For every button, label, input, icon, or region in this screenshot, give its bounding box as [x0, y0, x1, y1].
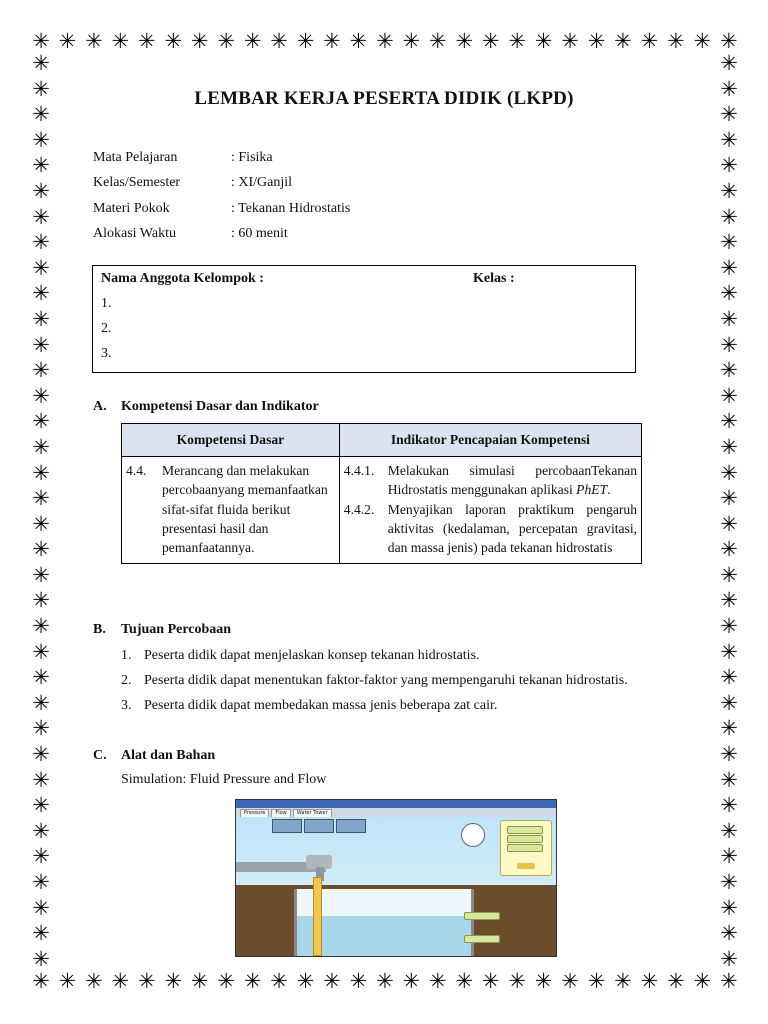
- option-checkbox: [507, 844, 543, 852]
- ornament-icon: ✳: [720, 358, 738, 383]
- ornament-icon: ✳: [720, 332, 738, 357]
- scene-thumbnail: [336, 819, 366, 833]
- meta-info: [93, 145, 350, 247]
- ornament-icon: ✳: [720, 767, 738, 792]
- ornament-icon: ✳: [614, 970, 632, 992]
- member-line[interactable]: 3.: [101, 346, 112, 361]
- indicator-text-main: Melakukan simulasi percobaanTekanan Hidrostatis menggunakan aplikasi: [387, 463, 637, 498]
- ornament-icon: ✳: [376, 970, 394, 992]
- ornament-icon: ✳: [719, 970, 738, 992]
- ornament-icon: ✳: [32, 434, 50, 459]
- ornament-icon: ✳: [508, 30, 526, 52]
- sim-tab-flow: Flow: [271, 809, 290, 817]
- list-item: [121, 648, 480, 664]
- list-number: 1.: [121, 648, 132, 663]
- option-checkbox: [507, 826, 543, 834]
- kd-text: Merancang dan melakukan percobaanyang memanfaatkan sifat-sifat fluida berikut presentasi hasil dan pemanfaatannya.: [162, 463, 328, 556]
- ruler-icon: [313, 877, 322, 956]
- option-checkbox: [507, 835, 543, 843]
- ornament-icon: ✳: [32, 178, 50, 203]
- ornament-icon: ✳: [270, 970, 288, 992]
- ornament-icon: ✳: [58, 970, 77, 992]
- ornament-icon: ✳: [614, 30, 632, 52]
- ornament-icon: ✳: [640, 30, 659, 52]
- ornament-icon: ✳: [323, 30, 341, 52]
- table-header: Indikator Pencapaian Kompetensi: [339, 424, 641, 457]
- list-number: 3.: [121, 698, 132, 713]
- ornament-icon: ✳: [190, 970, 209, 992]
- ornament-icon: ✳: [720, 178, 738, 203]
- border-right: [718, 52, 740, 970]
- ornament-icon: ✳: [32, 383, 50, 408]
- simulation-caption: Simulation: Fluid Pressure and Flow: [121, 772, 327, 787]
- section-letter: C.: [93, 748, 107, 763]
- ornament-icon: ✳: [720, 409, 738, 434]
- ornament-icon: ✳: [32, 716, 50, 741]
- ornament-icon: ✳: [720, 434, 738, 459]
- ornament-icon: ✳: [111, 970, 130, 992]
- ornament-icon: ✳: [32, 742, 50, 767]
- meta-label: Alokasi Waktu: [93, 226, 176, 242]
- class-label: Kelas :: [473, 271, 515, 286]
- ornament-icon: ✳: [32, 767, 50, 792]
- list-number: 2.: [121, 673, 132, 688]
- section-a-heading: [93, 399, 319, 415]
- meta-value: : Tekanan Hidrostatis: [231, 200, 351, 216]
- ornament-icon: ✳: [32, 614, 50, 639]
- ornament-icon: ✳: [693, 30, 712, 52]
- ornament-icon: ✳: [587, 30, 606, 52]
- ornament-icon: ✳: [720, 562, 738, 587]
- section-title: Kompetensi Dasar dan Indikator: [121, 399, 319, 414]
- ornament-icon: ✳: [32, 358, 50, 383]
- ornament-icon: ✳: [720, 793, 738, 818]
- ornament-icon: ✳: [349, 970, 368, 992]
- ornament-icon: ✳: [640, 970, 659, 992]
- ornament-icon: ✳: [32, 76, 50, 101]
- ornament-icon: ✳: [720, 895, 738, 920]
- group-heading: Nama Anggota Kelompok :: [101, 271, 264, 286]
- meta-row: [93, 145, 350, 171]
- ornament-icon: ✳: [720, 486, 738, 511]
- ornament-icon: ✳: [720, 153, 738, 178]
- section-letter: B.: [93, 622, 106, 637]
- ornament-icon: ✳: [32, 921, 50, 946]
- list-item: [121, 673, 628, 689]
- meta-label: Materi Pokok: [93, 200, 170, 216]
- ornament-icon: ✳: [243, 970, 262, 992]
- reset-button: [517, 863, 535, 869]
- ornament-icon: ✳: [296, 970, 315, 992]
- ornament-icon: ✳: [270, 30, 288, 52]
- meta-value: : XI/Ganjil: [231, 175, 293, 191]
- indicator-number: 4.4.1.: [343, 463, 375, 478]
- list-text: Peserta didik dapat menentukan faktor-faktor yang mempengaruhi tekanan hidrostatis.: [144, 673, 628, 688]
- ornament-icon: ✳: [402, 970, 421, 992]
- ornament-icon: ✳: [508, 970, 526, 992]
- ornament-icon: ✳: [32, 818, 50, 843]
- section-title: Tujuan Percobaan: [121, 622, 232, 637]
- ornament-icon: ✳: [32, 588, 50, 613]
- sim-tabbar: [236, 808, 556, 817]
- ornament-icon: ✳: [32, 537, 50, 562]
- list-item: [121, 698, 497, 714]
- scene-thumbnail: [304, 819, 334, 833]
- ornament-icon: ✳: [455, 30, 474, 52]
- ornament-icon: ✳: [32, 665, 50, 690]
- ornament-icon: ✳: [428, 30, 447, 52]
- ornament-icon: ✳: [32, 562, 50, 587]
- ornament-icon: ✳: [32, 460, 50, 485]
- member-line[interactable]: 1.: [101, 296, 112, 311]
- ornament-icon: ✳: [376, 30, 394, 52]
- ornament-icon: ✳: [32, 895, 50, 920]
- ornament-icon: ✳: [587, 970, 606, 992]
- indicator-text-end: .: [607, 482, 611, 498]
- ornament-icon: ✳: [481, 970, 500, 992]
- ornament-icon: ✳: [667, 970, 685, 992]
- table-cell: [122, 457, 340, 564]
- ornament-icon: ✳: [402, 30, 421, 52]
- ornament-icon: ✳: [720, 690, 738, 715]
- ornament-icon: ✳: [534, 970, 553, 992]
- ornament-icon: ✳: [217, 970, 235, 992]
- ornament-icon: ✳: [32, 281, 50, 306]
- ornament-icon: ✳: [481, 30, 500, 52]
- indicator-text: [388, 461, 637, 500]
- ornament-icon: ✳: [32, 409, 50, 434]
- ornament-icon: ✳: [32, 511, 50, 536]
- ornament-icon: ✳: [58, 30, 77, 52]
- control-panel: [500, 820, 552, 876]
- indicator-number: 4.4.2.: [343, 501, 375, 517]
- sim-titlebar: [236, 800, 556, 808]
- ornament-icon: ✳: [32, 486, 50, 511]
- ornament-icon: ✳: [693, 970, 712, 992]
- ornament-icon: ✳: [32, 30, 50, 52]
- ornament-icon: ✳: [32, 946, 50, 970]
- ornament-icon: ✳: [720, 76, 738, 101]
- border-bottom: [30, 970, 740, 992]
- ornament-icon: ✳: [32, 52, 50, 75]
- ornament-icon: ✳: [32, 153, 50, 178]
- list-text: Peserta didik dapat menjelaskan konsep tekanan hidrostatis.: [144, 648, 480, 663]
- ornament-icon: ✳: [138, 970, 156, 992]
- table-row: [122, 457, 642, 564]
- ornament-icon: ✳: [534, 30, 553, 52]
- section-b-heading: [93, 622, 231, 638]
- ornament-icon: ✳: [720, 818, 738, 843]
- ornament-icon: ✳: [720, 614, 738, 639]
- ornament-icon: ✳: [32, 306, 50, 331]
- ornament-icon: ✳: [164, 970, 183, 992]
- indicator-item: [344, 500, 637, 558]
- ornament-icon: ✳: [32, 127, 50, 152]
- ornament-icon: ✳: [85, 30, 103, 52]
- ornament-icon: ✳: [349, 30, 368, 52]
- ornament-icon: ✳: [720, 460, 738, 485]
- list-text: Peserta didik dapat membedakan massa jenis beberapa zat cair.: [144, 698, 498, 713]
- ornament-icon: ✳: [720, 921, 738, 946]
- ornament-icon: ✳: [720, 588, 738, 613]
- water: [297, 916, 471, 956]
- meta-row: [93, 222, 350, 248]
- section-title: Alat dan Bahan: [121, 748, 216, 763]
- ornament-icon: ✳: [720, 102, 738, 127]
- meta-value: : 60 menit: [231, 226, 288, 242]
- ornament-icon: ✳: [720, 946, 738, 970]
- member-line[interactable]: 2.: [101, 321, 112, 336]
- ornament-icon: ✳: [720, 204, 738, 229]
- ornament-icon: ✳: [32, 639, 50, 664]
- sim-scene: [236, 817, 556, 956]
- ornament-icon: ✳: [720, 383, 738, 408]
- section-letter: A.: [93, 399, 107, 414]
- indicator-item: [344, 461, 637, 500]
- indicator-text-italic: PhET: [576, 482, 608, 498]
- option-checkbox: [464, 912, 500, 920]
- ornament-icon: ✳: [561, 970, 579, 992]
- ornament-icon: ✳: [323, 970, 341, 992]
- page-title: LEMBAR KERJA PESERTA DIDIK (LKPD): [194, 88, 574, 109]
- ornament-icon: ✳: [561, 30, 579, 52]
- group-members-box[interactable]: [92, 265, 636, 373]
- ornament-icon: ✳: [32, 870, 50, 894]
- ornament-icon: ✳: [32, 690, 50, 715]
- ornament-icon: ✳: [720, 306, 738, 331]
- ornament-icon: ✳: [720, 511, 738, 536]
- table-header: Kompetensi Dasar: [122, 424, 340, 457]
- table-header-row: [122, 424, 642, 457]
- ornament-icon: ✳: [32, 844, 50, 869]
- ornament-icon: ✳: [32, 970, 50, 992]
- ornament-icon: ✳: [217, 30, 235, 52]
- ornament-icon: ✳: [720, 716, 738, 741]
- meta-row: [93, 171, 350, 197]
- table-cell: [339, 457, 641, 564]
- meta-label: Mata Pelajaran: [93, 149, 178, 165]
- ornament-icon: ✳: [720, 742, 738, 767]
- ornament-icon: ✳: [32, 230, 50, 255]
- ornament-icon: ✳: [667, 30, 685, 52]
- ornament-icon: ✳: [719, 30, 738, 52]
- ornament-icon: ✳: [138, 30, 156, 52]
- ornament-icon: ✳: [85, 970, 103, 992]
- ornament-icon: ✳: [428, 970, 447, 992]
- border-top: [30, 30, 740, 52]
- indicator-text: Menyajikan laporan praktikum pengaruh aktivitas (kedalaman, percepatan gravitasi, dan massa jenis) pada tekanan hidrostatis: [387, 501, 637, 556]
- ornament-icon: ✳: [720, 665, 738, 690]
- ornament-icon: ✳: [720, 127, 738, 152]
- ornament-icon: ✳: [720, 52, 738, 75]
- meta-label: Kelas/Semester: [93, 175, 181, 191]
- scene-thumbnail: [272, 819, 302, 833]
- meta-row: [93, 196, 350, 222]
- ornament-icon: ✳: [720, 537, 738, 562]
- ornament-icon: ✳: [243, 30, 262, 52]
- kd-number: 4.4.: [126, 463, 147, 478]
- ornament-icon: ✳: [32, 255, 50, 280]
- sim-tab-water-tower: Water Tower: [293, 809, 332, 817]
- competency-table: [121, 423, 642, 564]
- ornament-icon: ✳: [32, 793, 50, 818]
- ornament-icon: ✳: [32, 102, 50, 127]
- ornament-icon: ✳: [720, 281, 738, 306]
- ornament-icon: ✳: [190, 30, 209, 52]
- ornament-icon: ✳: [111, 30, 130, 52]
- section-c-heading: [93, 748, 215, 764]
- simulation-screenshot: [235, 799, 557, 957]
- ornament-icon: ✳: [720, 870, 738, 894]
- ornament-icon: ✳: [32, 204, 50, 229]
- option-checkbox: [464, 935, 500, 943]
- ornament-icon: ✳: [32, 332, 50, 357]
- ornament-icon: ✳: [720, 844, 738, 869]
- sim-tab-pressure: Pressure: [240, 809, 269, 817]
- border-left: [30, 52, 52, 970]
- ornament-icon: ✳: [720, 230, 738, 255]
- ornament-icon: ✳: [296, 30, 315, 52]
- pressure-gauge-icon: [461, 823, 485, 847]
- ornament-icon: ✳: [720, 639, 738, 664]
- ornament-icon: ✳: [164, 30, 183, 52]
- ornament-icon: ✳: [720, 255, 738, 280]
- ornament-icon: ✳: [455, 970, 474, 992]
- meta-value: : Fisika: [231, 149, 273, 165]
